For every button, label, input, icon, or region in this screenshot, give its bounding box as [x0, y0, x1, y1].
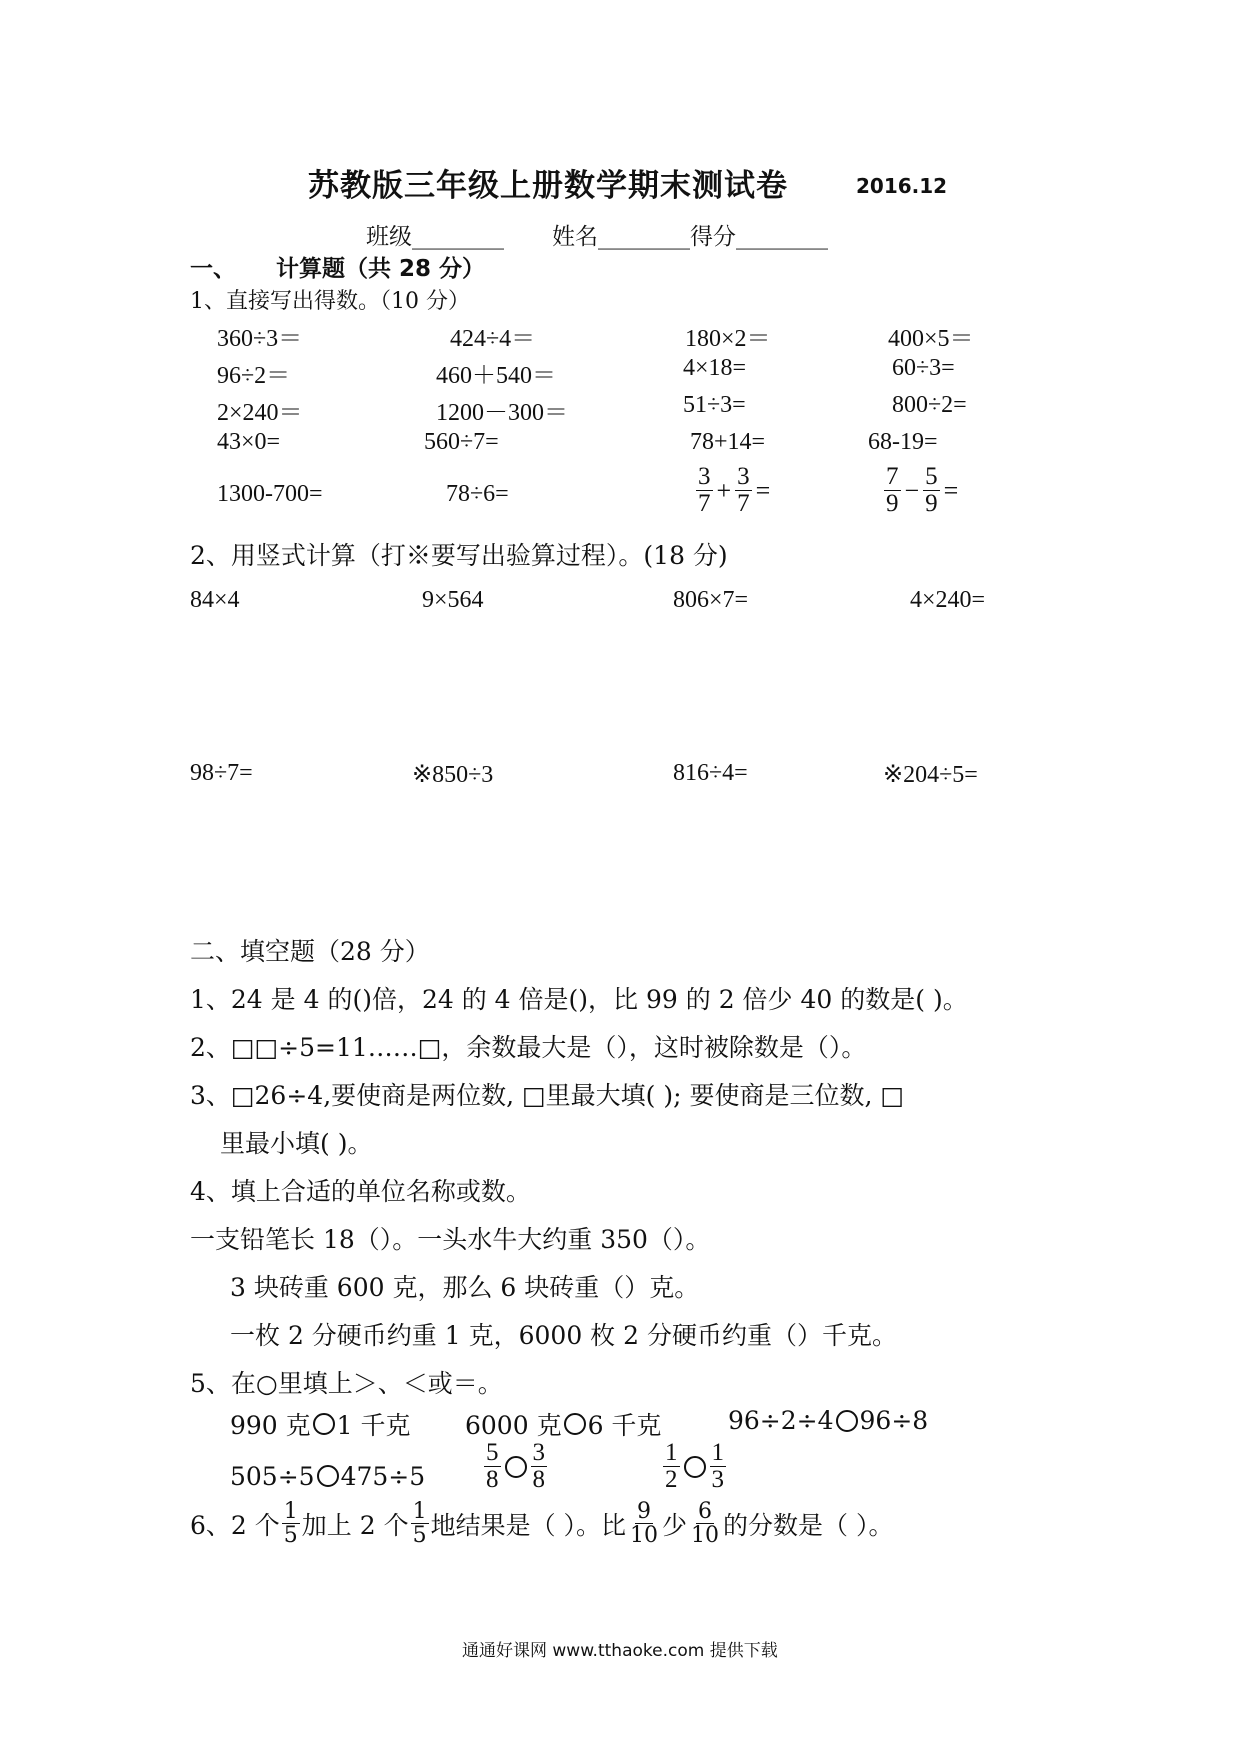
vertical-item: 9×564 — [422, 587, 484, 613]
question-4-line2: 3 块砖重 600 克，那么 6 块砖重（）克。 — [230, 1273, 700, 1302]
compare-right: 6 千克 — [587, 1411, 662, 1440]
fraction — [484, 1440, 501, 1494]
oral-item: 4×18= — [683, 355, 747, 381]
equals: = — [943, 475, 959, 505]
footer-source: 通通好课网 www.tthaoke.com 提供下载 — [462, 1641, 778, 1661]
compare-item — [230, 1448, 425, 1504]
fraction — [411, 1500, 429, 1547]
vertical-item: 98÷7= — [190, 760, 253, 786]
q6-text: 地结果是（ ）。比 — [430, 1510, 627, 1540]
question-3-line1: 3、□26÷4,要使商是两位数, □里最大填( ); 要使商是三位数, □ — [190, 1081, 904, 1110]
fraction — [710, 1440, 727, 1494]
compare-item — [230, 1406, 411, 1442]
question-1: 1、24 是 4 的()倍，24 的 4 倍是()，比 99 的 2 倍少 40 的数是( )。 — [190, 985, 968, 1014]
denominator: 5 — [412, 1523, 427, 1549]
compare-left: 96÷2÷4 — [728, 1406, 834, 1435]
vertical-item: 4×240= — [910, 587, 986, 613]
oral-item: 424÷4＝ — [450, 326, 536, 352]
oral-item: 96÷2＝ — [217, 363, 291, 389]
class-field: 班级________ — [366, 224, 504, 250]
oral-item: 1200－300＝ — [436, 400, 568, 426]
fraction — [735, 464, 752, 518]
compare-item — [728, 1406, 928, 1435]
vertical-item: ※204÷5= — [883, 762, 978, 788]
oral-item: 43×0= — [217, 429, 281, 455]
question-2: 2、□□÷5=11……□，余数最大是（），这时被除数是（）。 — [190, 1033, 867, 1062]
circle-blank[interactable] — [564, 1413, 586, 1435]
vertical-item: 806×7= — [673, 587, 749, 613]
question-4-line1: 一支铅笔长 18（）。一头水牛大约重 350（）。 — [190, 1225, 711, 1254]
operator: + — [716, 475, 732, 505]
compare-right: 475÷5 — [340, 1461, 426, 1491]
fraction — [628, 1500, 660, 1547]
compare-left: 990 克 — [230, 1411, 311, 1440]
compare-left: 505÷5 — [230, 1461, 315, 1491]
fraction — [884, 464, 901, 518]
denominator: 3 — [711, 1466, 724, 1494]
compare-right: 1 千克 — [336, 1411, 411, 1440]
numerator: 1 — [412, 1499, 427, 1524]
page-title: 苏教版三年级上册数学期末测试卷 — [308, 168, 788, 204]
numerator: 3 — [737, 463, 750, 490]
part2-title: 2、用竖式计算（打※要写出验算过程）。(18 分) — [190, 541, 728, 570]
oral-item: 360÷3＝ — [217, 326, 303, 352]
section1-heading: 计算题（共 28 分） — [276, 256, 486, 282]
denominator: 8 — [532, 1466, 545, 1494]
oral-item: 1300-700= — [217, 481, 323, 507]
oral-item: 78÷6= — [446, 481, 509, 507]
oral-item: 51÷3= — [683, 392, 746, 418]
name-score-field: 姓名________得分________ — [552, 224, 828, 250]
fraction-expression — [882, 464, 960, 518]
oral-item: 60÷3= — [892, 355, 955, 381]
denominator: 5 — [283, 1523, 298, 1549]
circle-blank[interactable] — [317, 1465, 339, 1487]
numerator: 5 — [486, 1439, 499, 1466]
fraction — [689, 1500, 721, 1547]
q6-text: 加上 2 个 — [301, 1510, 409, 1540]
circle-blank[interactable] — [836, 1410, 858, 1432]
denominator: 7 — [698, 490, 711, 518]
vertical-item: ※850÷3 — [412, 762, 494, 788]
q6-text: 少 — [662, 1510, 688, 1540]
oral-item: 460＋540＝ — [436, 363, 556, 389]
oral-item: 2×240＝ — [217, 400, 303, 426]
fraction — [696, 464, 713, 518]
vertical-item: 84×4 — [190, 587, 240, 613]
compare-left: 6000 克 — [465, 1411, 562, 1440]
circle-blank[interactable] — [505, 1456, 527, 1478]
fraction — [923, 464, 940, 518]
compare-item — [465, 1406, 661, 1442]
question-5-title: 5、在○里填上＞、＜或＝。 — [190, 1369, 503, 1398]
question-3-line2: 里最小填( )。 — [220, 1129, 373, 1158]
denominator: 8 — [486, 1466, 499, 1494]
exam-date: 2016.12 — [856, 174, 948, 198]
denominator: 9 — [886, 490, 899, 518]
oral-item: 78+14= — [690, 429, 766, 455]
operator: − — [904, 475, 920, 505]
numerator: 1 — [665, 1439, 678, 1466]
numerator: 1 — [283, 1499, 298, 1524]
fraction-expression — [694, 464, 772, 518]
numerator: 6 — [698, 1499, 713, 1524]
equals: = — [755, 475, 771, 505]
oral-item: 560÷7= — [424, 429, 499, 455]
oral-item: 180×2＝ — [685, 326, 771, 352]
question-4-title: 4、填上合适的单位名称或数。 — [190, 1177, 531, 1206]
numerator: 3 — [698, 463, 711, 490]
fraction — [663, 1440, 680, 1494]
circle-blank[interactable] — [313, 1413, 335, 1435]
oral-item: 800÷2= — [892, 392, 967, 418]
vertical-item: 816÷4= — [673, 760, 748, 786]
oral-item: 400×5＝ — [888, 326, 974, 352]
denominator: 9 — [925, 490, 938, 518]
oral-item: 68-19= — [868, 429, 938, 455]
numerator: 1 — [711, 1439, 724, 1466]
circle-blank[interactable] — [684, 1456, 706, 1478]
denominator: 7 — [737, 490, 750, 518]
denominator: 2 — [665, 1466, 678, 1494]
q6-text: 的分数是（ ）。 — [723, 1510, 894, 1540]
numerator: 7 — [886, 463, 899, 490]
question-4-line3: 一枚 2 分硬币约重 1 克，6000 枚 2 分硬币约重（）千克。 — [230, 1321, 897, 1350]
compare-item — [482, 1440, 549, 1494]
numerator: 5 — [925, 463, 938, 490]
denominator: 10 — [691, 1523, 720, 1549]
q6-text: 6、2 个 — [190, 1510, 280, 1540]
compare-item — [661, 1440, 728, 1494]
section1-number: 一、 — [190, 256, 236, 282]
question-6 — [190, 1500, 894, 1547]
fraction — [531, 1440, 548, 1494]
denominator: 10 — [630, 1523, 659, 1549]
compare-right: 96÷8 — [859, 1406, 929, 1435]
numerator: 3 — [532, 1439, 545, 1466]
part1-title: 1、直接写出得数。（10 分） — [190, 289, 470, 314]
numerator: 9 — [637, 1499, 652, 1524]
fraction — [282, 1500, 300, 1547]
section2-heading: 二、填空题（28 分） — [190, 937, 430, 966]
